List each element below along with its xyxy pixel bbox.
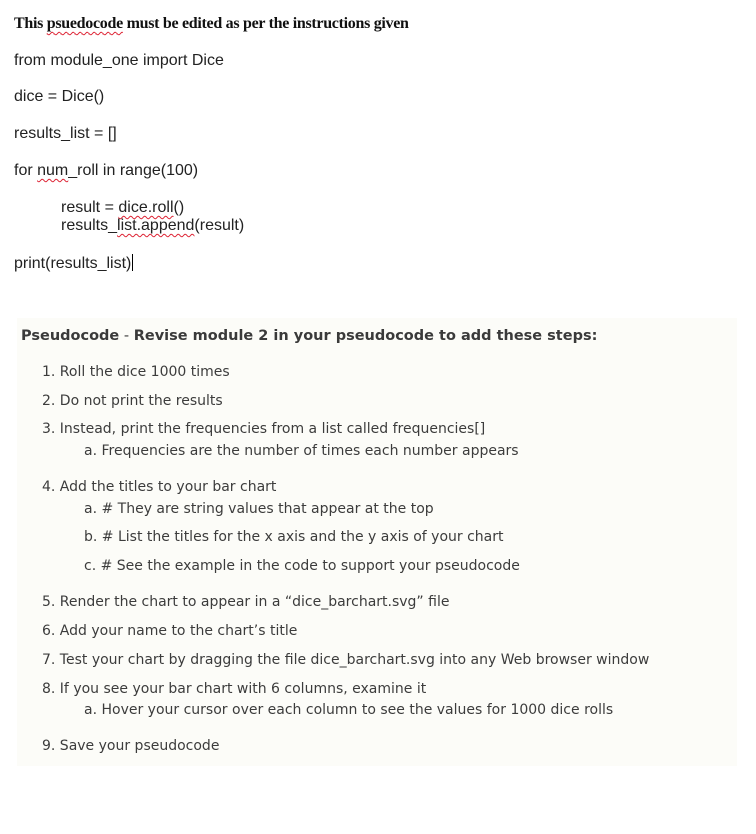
code-import-line: from module_one import Dice [14,52,224,69]
instruction-subitem: c. # See the example in the code to support your pseudocode [84,558,520,574]
instruction-item: 3. Instead, print the frequencies from a list called frequencies[] [42,421,486,437]
instruction-item: 5. Render the chart to appear in a “dice_barchart.svg” file [42,594,450,610]
code-result-line [61,199,184,217]
result-text-before: result = [61,199,119,216]
for-misspelled-word: num [37,162,69,179]
text-cursor [132,254,133,271]
code-for-line [14,162,198,180]
code-append-line [61,217,244,235]
instruction-subitem: a. Frequencies are the number of times each number appears [84,443,519,459]
instructions-title-separator: - [119,328,134,344]
result-text-after: () [173,199,185,216]
for-text-after: _roll in range(100) [68,162,199,179]
append-misspelled-word: list.append [117,217,195,234]
instruction-subitem: b. # List the titles for the x axis and the y axis of your chart [84,529,504,545]
instruction-item: 9. Save your pseudocode [42,738,220,754]
document-heading [14,15,409,33]
print-text: print(results_list) [14,255,132,272]
code-results-line: results_list = [] [14,125,117,142]
append-text-after: (result) [194,217,245,234]
instruction-item: 7. Test your chart by dragging the file dice_barchart.svg into any Web browser window [42,652,650,668]
instructions-title [21,328,597,344]
heading-text-before: This [14,15,47,32]
instruction-item: 4. Add the titles to your bar chart [42,479,277,495]
code-dice-line: dice = Dice() [14,88,105,105]
for-text-before: for [14,162,38,179]
instruction-item: 1. Roll the dice 1000 times [42,364,230,380]
append-text-before: results_ [61,217,118,234]
instruction-subitem: a. Hover your cursor over each column to see the values for 1000 dice rolls [84,702,614,718]
instructions-title-label: Pseudocode [21,328,120,344]
instruction-item: 2. Do not print the results [42,393,223,409]
instructions-title-text: Revise module 2 in your pseudocode to add these steps: [133,328,598,344]
instruction-item: 6. Add your name to the chart’s title [42,623,298,639]
instruction-item: 8. If you see your bar chart with 6 columns, examine it [42,681,427,697]
code-print-line [14,254,133,273]
heading-misspelled-word: psuedocode [46,15,123,32]
instruction-subitem: a. # They are string values that appear at the top [84,501,434,517]
result-misspelled-word: dice.roll [118,199,174,216]
heading-text-after: must be edited as per the instructions given [122,15,409,32]
